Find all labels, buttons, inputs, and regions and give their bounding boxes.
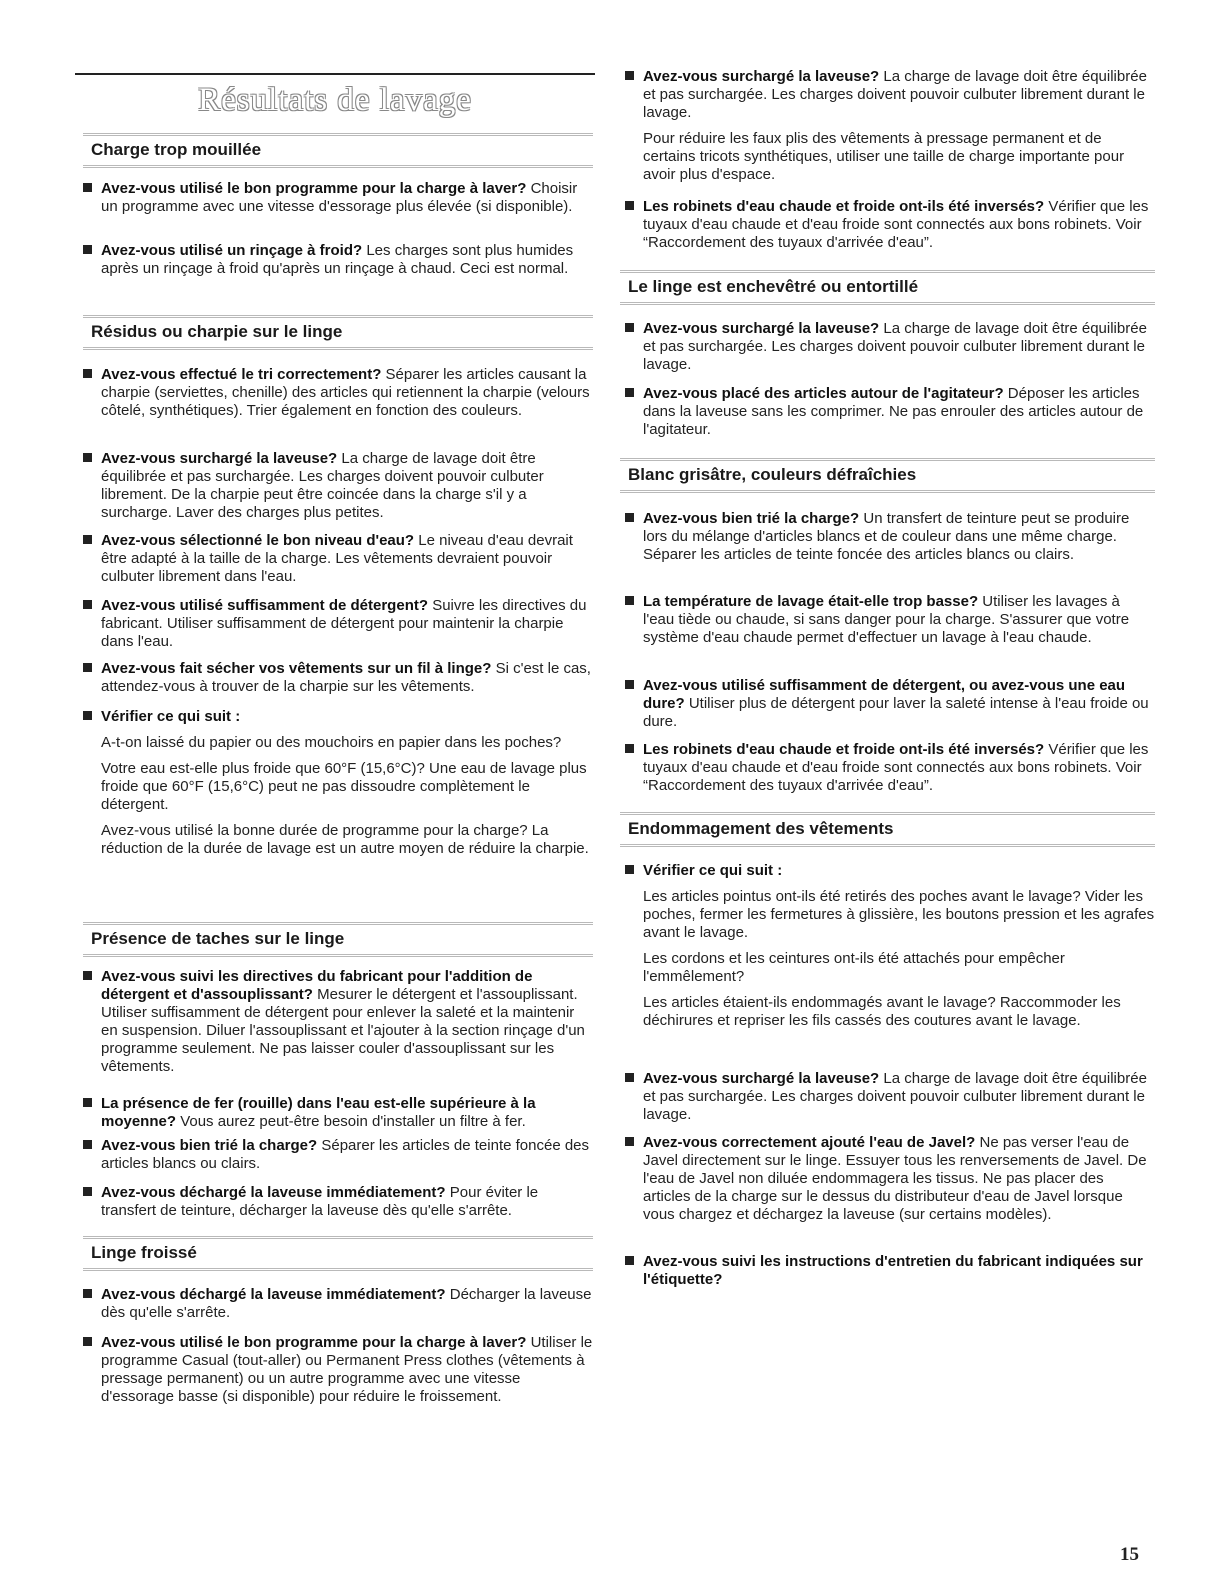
item-text: Si c'est le cas, attendez-vous à trouver de la charpie sur les vêtements. (101, 660, 591, 695)
bullet-icon (83, 369, 92, 378)
bullet-icon (83, 1098, 92, 1107)
item-text: Les articles pointus ont-ils été retirés des poches avant le lavage? Vider les poches, fermer les fermetures à glissière, les boutons pression et les agrafes avant le lavage. (643, 888, 1155, 941)
section-heading: Présence de taches sur le linge (83, 922, 593, 957)
item-text: Utiliser le programme Casual (tout-aller) ou Permanent Press clothes (vêtements à pressage permanent) ou un autre programme avec une vitesse d'essorage basse (si disponible) pour réduire le froissement. (101, 1334, 593, 1405)
item-text: Utiliser les lavages à l'eau tiède ou chaude, si sans danger pour la charge. S'assurer que votre système d'eau chaude permet d'effectuer un lavage à l'eau chaude. (643, 593, 1130, 646)
list-item (83, 1286, 593, 1322)
item-text: Le niveau d'eau devrait être adapté à la taille de la charge. Les vêtements devraient pouvoir culbuter librement dans l'eau. (101, 532, 573, 585)
list-item (83, 1095, 593, 1131)
item-question: Avez-vous déchargé la laveuse immédiatement? (101, 1286, 446, 1303)
top-rule (75, 73, 595, 75)
bullet-icon (625, 596, 634, 605)
item-question: Avez-vous utilisé suffisamment de détergent? (101, 597, 429, 614)
item-question: Avez-vous utilisé le bon programme pour la charge à laver? (101, 180, 527, 197)
list-item (83, 242, 593, 278)
bullet-icon (83, 600, 92, 609)
page-title: Résultats de lavage (198, 82, 472, 118)
list-item (625, 741, 1155, 795)
section-heading: Endommagement des vêtements (620, 812, 1155, 847)
bullet-icon (83, 1337, 92, 1346)
item-text: A-t-on laissé du papier ou des mouchoirs en papier dans les poches? (101, 734, 562, 751)
item-text: La charge de lavage doit être équilibrée et pas surchargée. Les charges doivent pouvoir culbuter librement durant le lavage. (643, 68, 1147, 121)
item-question: Avez-vous suivi les instructions d'entretien du fabricant indiquées sur l'étiquette? (643, 1253, 1143, 1288)
section-heading: Linge froissé (83, 1236, 593, 1271)
item-text: Pour réduire les faux plis des vêtements à pressage permanent et de certains tricots synthétiques, utiliser une taille de charge importante pour avoir plus d'espace. (643, 130, 1125, 183)
list-item (83, 660, 593, 696)
bullet-icon (83, 245, 92, 254)
item-question: Avez-vous bien trié la charge? (101, 1137, 318, 1154)
item-text: Séparer les articles de teinte foncée des articles blancs ou clairs. (101, 1137, 590, 1172)
page-number: 15 (1120, 1544, 1139, 1565)
item-text: Utiliser plus de détergent pour laver la saleté intense à l'eau froide ou dure. (643, 695, 1149, 730)
item-question: Avez-vous effectué le tri correctement? (101, 366, 382, 383)
item-text: Votre eau est-elle plus froide que 60°F (15,6°C)? Une eau de lavage plus froide que 60°F (15,6°C) peut ne pas dissoudre complètement le détergent. (101, 760, 587, 813)
item-text: Choisir un programme avec une vitesse d'essorage plus élevée (si disponible). (101, 180, 578, 215)
bullet-icon (625, 1073, 634, 1082)
item-question: Avez-vous fait sécher vos vêtements sur un fil à linge? (101, 660, 492, 677)
item-text: Ne pas verser l'eau de Javel directement sur le linge. Essuyer tous les renversements de Javel. De l'eau de Javel non diluée endommagera les tissus. Ne pas placer des articles de la charge sur le dessus du distributeur d'eau de Javel lorsque vous chargez et déchargez la laveuse (sur certains modèles). (643, 1134, 1147, 1223)
bullet-icon (83, 453, 92, 462)
list-item (625, 320, 1155, 374)
list-item (83, 1137, 593, 1173)
item-text: Les articles étaient-ils endommagés avant le lavage? Raccommoder les déchirures et repriser les fils cassés des coutures avant le lavage. (643, 994, 1121, 1029)
bullet-icon (625, 201, 634, 210)
list-item (625, 593, 1155, 647)
item-question: Avez-vous déchargé la laveuse immédiatement? (101, 1184, 446, 1201)
item-question: La température de lavage était-elle trop basse? (643, 593, 979, 610)
list-item (625, 862, 1155, 1030)
bullet-icon (83, 535, 92, 544)
item-text: Séparer les articles causant la charpie (serviettes, chenille) des articles qui retiennent la charpie (velours côtelé, synthétiques). Trier également en fonction des couleurs. (101, 366, 590, 419)
list-item (83, 366, 593, 420)
bullet-icon (625, 388, 634, 397)
bullet-icon (625, 865, 634, 874)
item-text: La charge de lavage doit être équilibrée et pas surchargée. Les charges doivent pouvoir culbuter librement durant le lavage. (643, 1070, 1147, 1123)
item-text: Pour éviter le transfert de teinture, décharger la laveuse dès qu'elle s'arrête. (101, 1184, 539, 1219)
item-question: Avez-vous correctement ajouté l'eau de Javel? (643, 1134, 976, 1151)
item-question: Avez-vous utilisé un rinçage à froid? (101, 242, 363, 259)
bullet-icon (625, 71, 634, 80)
list-item (625, 1134, 1155, 1224)
item-question: Avez-vous utilisé le bon programme pour la charge à laver? (101, 1334, 527, 1351)
list-item (625, 68, 1155, 184)
list-item (83, 180, 593, 216)
list-item (83, 1334, 593, 1406)
section-heading: Résidus ou charpie sur le linge (83, 315, 593, 350)
item-question: Avez-vous bien trié la charge? (643, 510, 860, 527)
bullet-icon (83, 1289, 92, 1298)
item-question: Avez-vous placé des articles autour de l'agitateur? (643, 385, 1004, 402)
list-item (625, 1253, 1155, 1289)
list-item (625, 1070, 1155, 1124)
item-question: Vérifier ce qui suit : (101, 708, 241, 725)
list-item (83, 968, 593, 1076)
item-text: Avez-vous utilisé la bonne durée de programme pour la charge? La réduction de la durée de lavage est un autre moyen de réduire la charpie. (101, 822, 589, 857)
section-heading: Blanc grisâtre, couleurs défraîchies (620, 458, 1155, 493)
list-item (83, 708, 593, 858)
list-item (625, 677, 1155, 731)
item-question: Avez-vous sélectionné le bon niveau d'eau? (101, 532, 415, 549)
item-text: Les cordons et les ceintures ont-ils été attachés pour empêcher l'emmêlement? (643, 950, 1065, 985)
item-question: Avez-vous surchargé la laveuse? (643, 1070, 880, 1087)
bullet-icon (83, 1187, 92, 1196)
item-question: Avez-vous surchargé la laveuse? (643, 320, 880, 337)
item-text: Mesurer le détergent et l'assouplissant. Utiliser suffisamment de détergent pour enlever la saleté et la maintenir en suspension. Diluer l'assouplissant et l'ajouter à la section rinçage d'un programme seulement. Ne pas laisser couler d'assouplissant sur les vêtements. (101, 986, 585, 1075)
item-question: La présence de fer (rouille) dans l'eau est-elle supérieure à la moyenne? (101, 1095, 536, 1130)
section-heading: Charge trop mouillée (83, 133, 593, 168)
item-question: Avez-vous utilisé suffisamment de détergent, ou avez-vous une eau dure? (643, 677, 1126, 712)
list-item (83, 597, 593, 651)
bullet-icon (625, 744, 634, 753)
item-text: Vous aurez peut-être besoin d'installer un filtre à fer. (180, 1113, 526, 1130)
list-item (625, 385, 1155, 439)
item-text: Vérifier que les tuyaux d'eau chaude et d'eau froide sont connectés aux bons robinets. Voir “Raccordement des tuyaux d'arrivée d'eau”. (643, 741, 1149, 794)
item-text: La charge de lavage doit être équilibrée et pas surchargée. Les charges doivent pouvoir culbuter librement. De la charpie peut être coincée dans la charge s'il y a surcharge. Laver des charges plus petites. (101, 450, 544, 521)
bullet-icon (625, 1256, 634, 1265)
item-text: La charge de lavage doit être équilibrée et pas surchargée. Les charges doivent pouvoir culbuter librement durant le lavage. (643, 320, 1147, 373)
item-question: Avez-vous suivi les directives du fabricant pour l'addition de détergent et d'assouplissant? (101, 968, 533, 1003)
section-heading: Le linge est enchevêtré ou entortillé (620, 270, 1155, 305)
item-text: Décharger la laveuse dès qu'elle s'arrête. (101, 1286, 592, 1321)
bullet-icon (625, 680, 634, 689)
item-question: Avez-vous surchargé la laveuse? (101, 450, 338, 467)
list-item (625, 510, 1155, 564)
bullet-icon (83, 971, 92, 980)
bullet-icon (625, 1137, 634, 1146)
list-item (83, 532, 593, 586)
list-item (625, 198, 1155, 252)
list-item (83, 450, 593, 522)
list-item (83, 1184, 593, 1220)
item-question: Les robinets d'eau chaude et froide ont-ils été inversés? (643, 741, 1045, 758)
bullet-icon (83, 1140, 92, 1149)
bullet-icon (625, 323, 634, 332)
item-text: Suivre les directives du fabricant. Utiliser suffisamment de détergent pour maintenir la charpie dans l'eau. (101, 597, 587, 650)
bullet-icon (83, 663, 92, 672)
bullet-icon (625, 513, 634, 522)
item-question: Les robinets d'eau chaude et froide ont-ils été inversés? (643, 198, 1045, 215)
bullet-icon (83, 183, 92, 192)
item-question: Avez-vous surchargé la laveuse? (643, 68, 880, 85)
item-text: Déposer les articles dans la laveuse sans les comprimer. Ne pas enrouler des articles autour de l'agitateur. (643, 385, 1144, 438)
bullet-icon (83, 711, 92, 720)
item-text: Un transfert de teinture peut se produire lors du mélange d'articles blancs et de couleur dans une même charge. Séparer les articles de teinte foncée des articles blancs ou clairs. (643, 510, 1130, 563)
item-text: Les charges sont plus humides après un rinçage à froid qu'après un rinçage à chaud. Ceci est normal. (101, 242, 574, 277)
item-question: Vérifier ce qui suit : (643, 862, 783, 879)
item-text: Vérifier que les tuyaux d'eau chaude et d'eau froide sont connectés aux bons robinets. Voir “Raccordement des tuyaux d'arrivée d'eau”. (643, 198, 1149, 251)
